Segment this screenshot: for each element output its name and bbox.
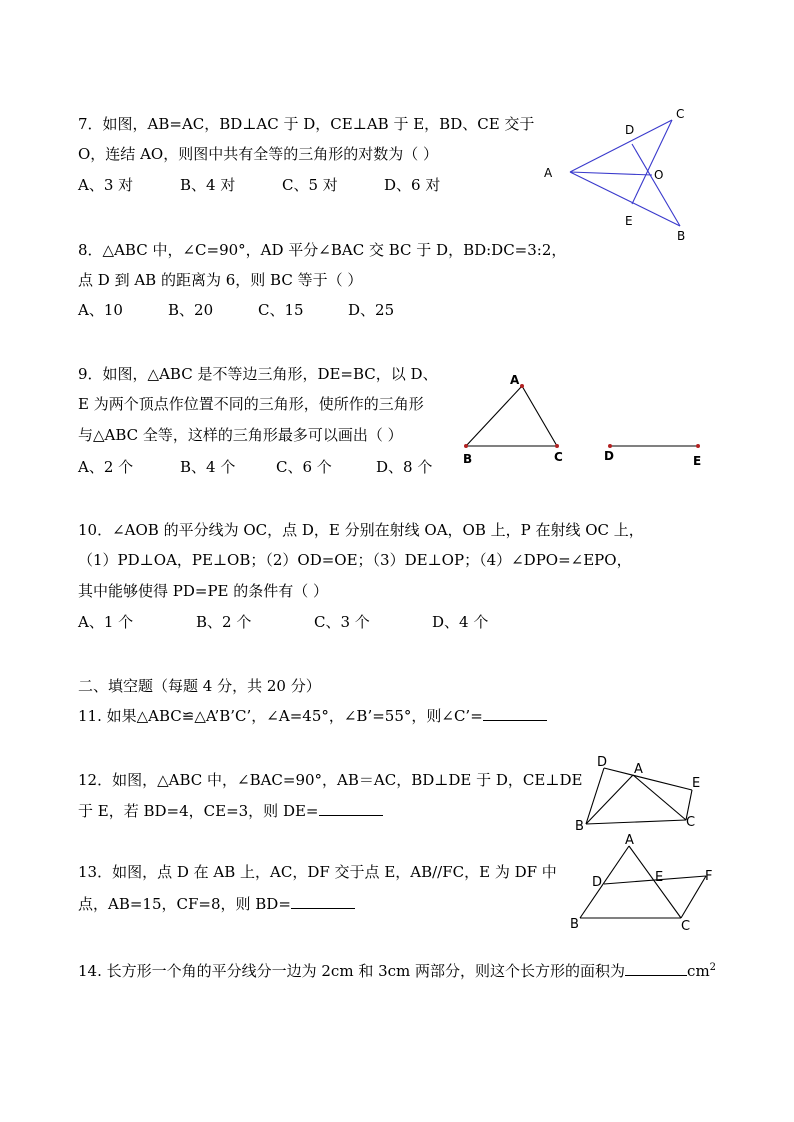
q9-label-c: C	[554, 450, 563, 464]
q11-question: 11. 如果△ABC≌△A’B’C’，∠A=45°，∠B’=55°，则∠C’=	[78, 707, 483, 725]
q13-question-tail: 点，AB=15，CF=8，则 BD=	[78, 895, 291, 913]
q9-line-1: 9．如图，△ABC 是不等边三角形，DE=BC，以 D、	[78, 365, 438, 383]
q13-segment-fc	[681, 876, 706, 918]
q10-option-c: C、3 个	[314, 613, 370, 631]
q7-label-b: B	[677, 229, 686, 243]
section-2-title: 二、填空题（每题 4 分，共 20 分）	[78, 677, 321, 695]
q14-unit: cm	[687, 962, 710, 980]
q13-label-f: F	[705, 869, 713, 884]
q7-label-c: C	[676, 107, 685, 121]
q9-line-2: E 为两个顶点作位置不同的三角形，使所作的三角形	[78, 395, 424, 413]
q7-option-d: D、6 对	[384, 176, 441, 194]
q12-line-1: 12．如图，△ABC 中，∠BAC=90°，AB＝AC，BD⊥DE 于 D，CE⊥DE	[78, 771, 583, 789]
q13-label-b: B	[570, 917, 579, 932]
q8-option-d: D、25	[348, 301, 395, 319]
q9-option-b: B、4 个	[180, 458, 236, 476]
q13-segment-ab	[580, 846, 629, 918]
q13-label-d: D	[592, 875, 603, 890]
q9-label-a: A	[510, 373, 520, 387]
q12-label-a: A	[634, 762, 643, 777]
q13-label-c: C	[681, 919, 691, 934]
q12-label-c: C	[686, 815, 696, 830]
q9-option-a: A、2 个	[78, 458, 134, 476]
q9-option-d: D、8 个	[376, 458, 433, 476]
q10-line-1: 10．∠AOB 的平分线为 OC，点 D，E 分别在射线 OA，OB 上，P 在射线 OC 上，	[78, 521, 644, 539]
q10-option-b: B、2 个	[196, 613, 252, 631]
q9-label-e: E	[693, 454, 702, 468]
q9-label-d: D	[604, 449, 614, 463]
q10-line-2: （1）PD⊥OA，PE⊥OB；（2）OD=OE；（3）DE⊥OP；（4）∠DPO=∠EPO，	[78, 551, 632, 569]
q7-line-2: O，连结 AO，则图中共有全等的三角形的对数为（ ）	[78, 145, 438, 163]
q13-label-a: A	[625, 833, 634, 848]
q7-label-a: A	[544, 166, 553, 180]
q7-label-e: E	[625, 214, 633, 228]
q7-option-b: B、4 对	[180, 176, 236, 194]
q13-line-1: 13．如图，点 D 在 AB 上，AC，DF 交于点 E，AB//FC，E 为 DF 中	[78, 863, 557, 881]
q14-answer-blank[interactable]	[625, 961, 687, 976]
q14-unit-exponent: 2	[709, 962, 717, 973]
q10-line-3: 其中能够使得 PD=PE 的条件有（ ）	[78, 582, 329, 600]
q9-line-3: 与△ABC 全等，这样的三角形最多可以画出（ ）	[78, 426, 403, 444]
q8-line-2: 点 D 到 AB 的距离为 6，则 BC 等于（ ）	[78, 271, 363, 289]
q13-label-e: E	[655, 870, 664, 885]
q7-option-c: C、5 对	[282, 176, 338, 194]
q10-option-d: D、4 个	[432, 613, 489, 631]
q9-option-c: C、6 个	[276, 458, 332, 476]
q12-label-b: B	[575, 819, 584, 834]
q8-option-c: C、15	[258, 301, 304, 319]
q12-label-d: D	[597, 755, 608, 770]
q7-label-d: D	[625, 123, 635, 137]
q14-text	[78, 958, 716, 981]
q10-option-a: A、1 个	[78, 613, 134, 631]
q7-label-o: O	[654, 168, 664, 182]
q7-option-a: A、3 对	[78, 176, 134, 194]
q12-question-tail: 于 E，若 BD=4，CE=3，则 DE=	[78, 802, 319, 820]
q12-label-e: E	[692, 776, 701, 791]
q9-label-b: B	[463, 452, 473, 466]
q8-option-b: B、20	[168, 301, 214, 319]
q14-question: 14. 长方形一个角的平分线分一边为 2cm 和 3cm 两部分，则这个长方形的面积为	[78, 962, 626, 980]
q8-option-a: A、10	[78, 301, 123, 319]
q8-line-1: 8．△ABC 中，∠C=90°，AD 平分∠BAC 交 BC 于 D，BD:DC=3:2，	[78, 241, 567, 259]
q7-line-1: 7．如图，AB=AC，BD⊥AC 于 D，CE⊥AB 于 E，BD、CE 交于	[78, 115, 535, 133]
